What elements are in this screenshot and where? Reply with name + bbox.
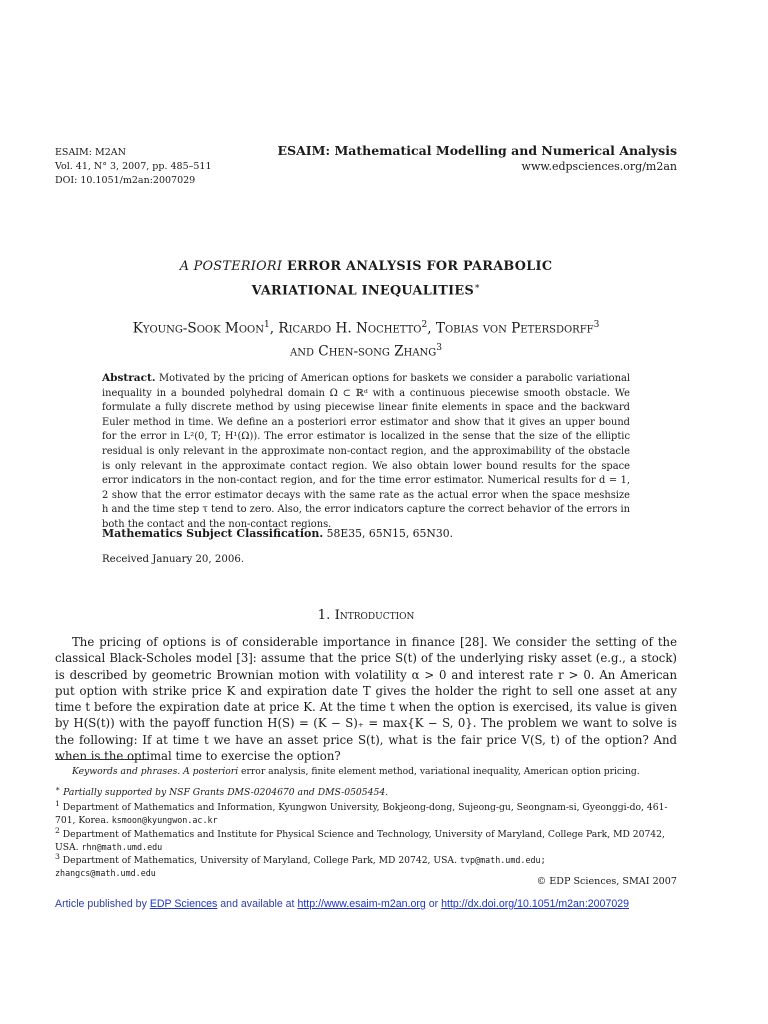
author-4-affil: 3 — [436, 342, 443, 353]
journal-url: www.edpsciences.org/m2an — [521, 160, 677, 173]
footnote-rule — [55, 759, 149, 760]
author-3: Tobias von Petersdorff — [435, 320, 594, 337]
title-italic: A POSTERIORI — [179, 259, 283, 274]
banner-mid: and available at — [217, 898, 298, 910]
msc-codes: 58E35, 65N15, 65N30. — [323, 527, 454, 540]
f1-email[interactable]: ksmoon@kyungwon.ac.kr — [111, 815, 218, 826]
f2-email[interactable]: rhn@math.umd.edu — [81, 842, 163, 853]
volume-info: Vol. 41, N° 3, 2007, pp. 485–511 — [55, 161, 212, 172]
author-3-affil: 3 — [593, 320, 600, 330]
f3-mark: 3 — [55, 852, 60, 861]
f3-email[interactable]: tvp@math.umd.edu; — [459, 855, 546, 866]
f2-mark: 2 — [55, 826, 60, 835]
keywords-label: Keywords and phrases. — [72, 766, 181, 777]
msc-classification — [102, 527, 453, 540]
site-link[interactable]: http://www.esaim-m2an.org — [297, 898, 426, 910]
f3-email-2[interactable]: zhangcs@math.umd.edu — [55, 868, 156, 879]
publisher-link[interactable]: EDP Sciences — [149, 898, 218, 910]
copyright: © EDP Sciences, SMAI 2007 — [536, 876, 677, 887]
journal-short: ESAIM: M2AN — [55, 147, 126, 158]
title-line2: VARIATIONAL INEQUALITIES — [251, 283, 474, 299]
section-heading: 1. Introduction — [317, 608, 415, 623]
keywords-text: error analysis, finite element method, variational inequality, American option pricing. — [238, 766, 640, 777]
publication-banner — [55, 898, 629, 910]
journal-header — [278, 143, 677, 174]
author-4: Chen-song Zhang — [318, 343, 437, 360]
keywords-italic: A posteriori — [180, 766, 239, 777]
journal-info — [55, 146, 212, 188]
f1-text: Department of Mathematics and Information, Kyungwon University, Bokjeong-dong, Sujeong-gu, Seongnam-si, Gyeonggi-do, 461-701, Korea. — [55, 802, 668, 827]
support-mark: ∗ — [55, 784, 61, 793]
author-2-affil: 2 — [421, 320, 428, 330]
f1-mark: 1 — [55, 799, 60, 808]
author-list: Kyoung-Sook Moon$^1$, Ricardo H. Nochetto$^2$, Tobias von Petersdorff$^3$ and Chen-song Zhang$^3$ — [132, 320, 600, 360]
received-date: Received January 20, 2006. — [102, 554, 245, 565]
title-line1: ERROR ANALYSIS FOR PARABOLIC — [282, 259, 553, 274]
journal-title: ESAIM: Mathematical Modelling and Numerical Analysis — [277, 143, 677, 158]
author-1: Kyoung-Sook Moon — [132, 320, 264, 337]
author-2: Ricardo H. Nochetto — [278, 320, 422, 337]
intro-paragraph: The pricing of options is of considerable importance in finance [28]. We consider the setting of the classical Black-Scholes model [3]: assume that the price S(t) of the underlying risky asset (e.g., a stock) is described by geometric Brownian motion with volatility α > 0 and interest rate r > 0. An American put option with strike price K and expiration date T gives the holder the right to sell one asset at any time t before the expiration date at price K. At the time t when the option is exercised, its value is given by H(S(t)) with the payoff function H(S) = (K − S)₊ = max{K − S, 0}. The problem we want to solve is the following: If at time t we have an asset price S(t), what is the fair price V(S, t) of the option? And when is the optimal time to exercise the option? — [55, 635, 677, 764]
paper-title — [55, 257, 677, 301]
f2-text: Department of Mathematics and Institute for Physical Science and Technology, University of Maryland, College Park, MD 20742, USA. — [55, 829, 665, 854]
support-text: Partially supported by NSF Grants DMS-0204670 and DMS-0505454. — [60, 787, 389, 799]
banner-prefix: Article published by — [55, 898, 150, 910]
f3-text: Department of Mathematics, University of Maryland, College Park, MD 20742, USA. — [59, 855, 460, 867]
title-footnote-mark: ∗ — [474, 282, 481, 292]
msc-label: Mathematics Subject Classification. — [102, 527, 324, 540]
and-word: and — [289, 343, 314, 360]
banner-or: or — [425, 898, 442, 910]
footnote-keywords — [55, 765, 677, 778]
abstract-label: Abstract. — [102, 372, 156, 384]
abstract — [102, 371, 630, 533]
abstract-text: Motivated by the pricing of American options for baskets we consider a parabolic variational inequality in a bounded polyhedral domain Ω ⊂ ℝᵈ with a continuous piecewise smooth obstacle. We formulate a fully discrete method by using piecewise linear finite elements in space and the backward Euler method in time. We define an a posteriori error estimator and show that it gives an upper bound for the error in L²(0, T; H¹(Ω)). The error estimator is localized in the sense that the size of the elliptic residual is only relevant in the approximate non-contact region, and the approximability of the obstacle is only relevant in the approximate contact region. We also obtain lower bound results for the space error indicators in the non-contact region, and for the time error estimator. Numerical results for d = 1, 2 show that the error estimator decays with the same rate as the actual error when the space meshsize h and the time step τ tend to zero. Also, the error indicators capture the correct behavior of the errors in both the contact and the non-contact regions. — [102, 373, 631, 530]
doi: DOI: 10.1051/m2an:2007029 — [55, 175, 196, 186]
author-1-affil: 1 — [263, 320, 270, 330]
doi-link[interactable]: http://dx.doi.org/10.1051/m2an:2007029 — [441, 898, 630, 910]
